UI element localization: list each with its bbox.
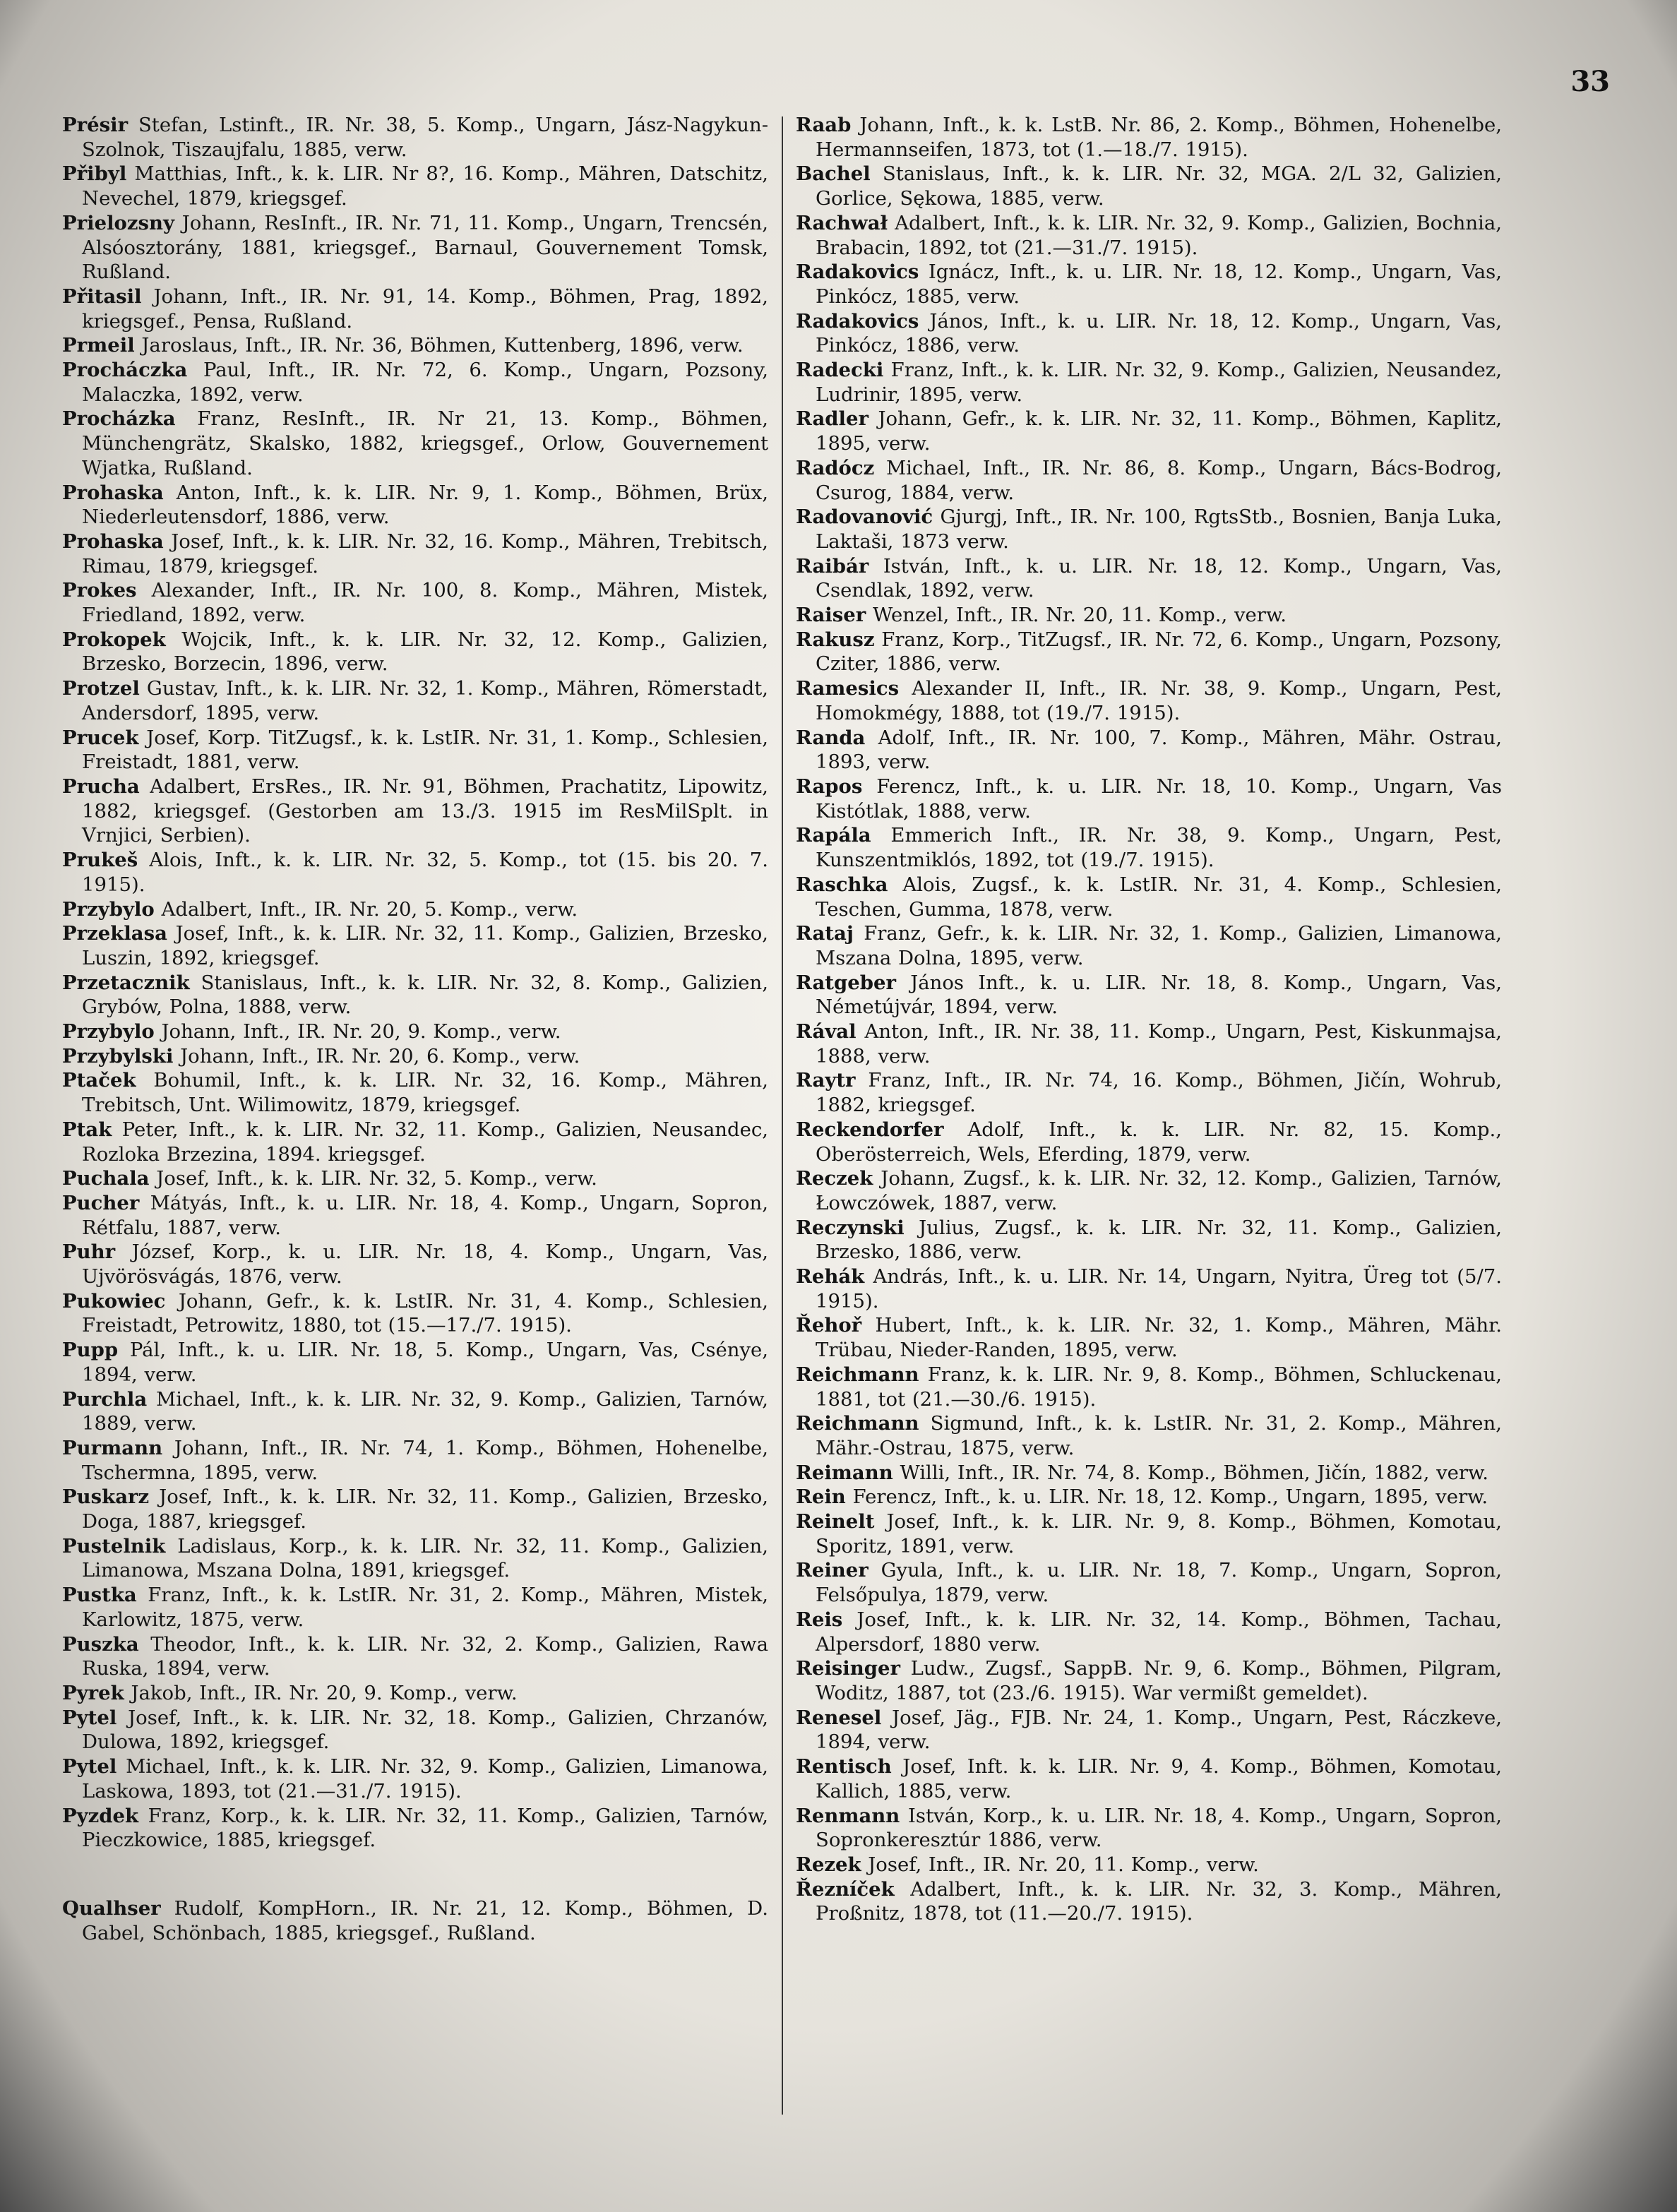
entry-details: Josef, Inft., k. k. LIR. Nr. 32, 5. Komp., verw. (156, 1167, 597, 1190)
list-entry (62, 358, 768, 407)
entry-surname: Puszka (62, 1632, 139, 1656)
list-entry (796, 1265, 1502, 1313)
list-entry (62, 1896, 768, 1945)
entry-details: Johann, Inft., IR. Nr. 91, 14. Komp., Böhmen, Prag, 1892, kriegsgef., Pensa, Rußland. (82, 285, 768, 333)
entry-details: Adolf, Inft., k. k. LIR. Nr. 82, 15. Komp., Oberösterreich, Wels, Eferding, 1879, verw. (816, 1118, 1502, 1166)
entry-surname: Ramesics (796, 677, 900, 700)
entry-details: Josef, Inft. k. k. LIR. Nr. 9, 4. Komp., Böhmen, Komotau, Kallich, 1885, verw. (816, 1755, 1502, 1803)
entry-surname: Procháczka (62, 359, 188, 382)
list-entry (796, 823, 1502, 872)
entry-details: András, Inft., k. u. LIR. Nr. 14, Ungarn, Nyitra, Üreg tot (5/7. 1915). (816, 1265, 1502, 1313)
entry-surname: Rezek (796, 1853, 861, 1876)
entry-surname: Prokes (62, 579, 137, 602)
list-entry (796, 1313, 1502, 1362)
entry-details: Peter, Inft., k. k. LIR. Nr. 32, 11. Komp., Galizien, Neusandec, Rozloka Brzezina, 1894. kriegsgef. (82, 1118, 768, 1166)
entry-details: Emmerich Inft., IR. Nr. 38, 9. Komp., Ungarn, Pest, Kunszentmiklós, 1892, tot (19./7. 1915). (816, 824, 1502, 872)
entry-surname: Pupp (62, 1339, 119, 1362)
list-entry (62, 285, 768, 333)
entry-surname: Przetacznik (62, 971, 190, 994)
list-entry (62, 1632, 768, 1681)
left-column (62, 113, 768, 1945)
entry-details: János Inft., k. u. LIR. Nr. 18, 8. Komp., Ungarn, Vas, Németújvár, 1894, verw. (816, 971, 1502, 1019)
list-entry (796, 1558, 1502, 1607)
entry-surname: Reinelt (796, 1510, 875, 1534)
entry-details: Anton, Inft., k. k. LIR. Nr. 9, 1. Komp., Böhmen, Brüx, Niederleutensdorf, 1886, verw. (82, 481, 768, 529)
list-entry (796, 1877, 1502, 1926)
entry-surname: Purmann (62, 1436, 163, 1459)
entry-details: Alois, Zugsf., k. k. LstIR. Nr. 31, 4. Komp., Schlesien, Teschen, Gumma, 1878, verw. (816, 873, 1502, 921)
entry-details: Johann, Zugsf., k. k. LIR. Nr. 32, 12. Komp., Galizien, Tarnów, Łowczówek, 1887, verw. (816, 1167, 1502, 1214)
entry-details: Gustav, Inft., k. k. LIR. Nr. 32, 1. Komp., Mähren, Römerstadt, Andersdorf, 1895, verw. (82, 677, 768, 724)
entry-surname: Reisinger (796, 1657, 900, 1680)
entry-details: János, Inft., k. u. LIR. Nr. 18, 12. Komp., Ungarn, Vas, Pinkócz, 1886, verw. (816, 309, 1502, 357)
entry-details: Franz, Inft., k. k. LstIR. Nr. 31, 2. Komp., Mähren, Mistek, Karlowitz, 1875, verw. (82, 1584, 768, 1631)
entry-surname: Reczek (796, 1167, 873, 1190)
entry-details: Johann, Gefr., k. k. LstIR. Nr. 31, 4. Komp., Schlesien, Freistadt, Petrowitz, 1880, tot (15.—17./7. 1915). (82, 1289, 768, 1337)
list-entry (62, 971, 768, 1020)
list-entry (62, 1754, 768, 1803)
list-entry (62, 775, 768, 848)
entry-details: Johann, Inft., IR. Nr. 20, 6. Komp., verw. (180, 1044, 580, 1068)
entry-surname: Raytr (796, 1069, 856, 1092)
entry-details: Jakob, Inft., IR. Nr. 20, 9. Komp., verw. (131, 1682, 518, 1704)
entry-surname: Radakovics (796, 261, 919, 284)
list-entry (62, 676, 768, 725)
entry-details: Franz, Inft., IR. Nr. 74, 16. Komp., Böhmen, Jičín, Wohrub, 1882, kriegsgef. (816, 1069, 1502, 1117)
list-entry (62, 1534, 768, 1583)
list-entry (62, 1804, 768, 1853)
list-entry (796, 1216, 1502, 1265)
list-entry (796, 676, 1502, 725)
list-entry (796, 1706, 1502, 1754)
entry-surname: Protzel (62, 677, 140, 700)
list-entry (62, 1044, 768, 1069)
entry-details: Stanislaus, Inft., k. k. LIR. Nr. 32, 8. Komp., Galizien, Grybów, Polna, 1888, verw. (82, 971, 768, 1019)
entry-details: József, Korp., k. u. LIR. Nr. 18, 4. Komp., Ungarn, Vas, Ujvörösvágás, 1876, verw. (82, 1240, 768, 1289)
entry-surname: Reiner (796, 1559, 869, 1582)
entry-surname: Présir (62, 114, 129, 136)
entry-details: Josef, Jäg., FJB. Nr. 24, 1. Komp., Ungarn, Pest, Ráczkeve, 1894, verw. (816, 1706, 1502, 1754)
entry-surname: Raab (796, 114, 852, 136)
section-gap (62, 1853, 768, 1896)
list-entry (796, 726, 1502, 775)
entry-details: Josef, Korp. TitZugsf., k. k. LstIR. Nr. 31, 1. Komp., Schlesien, Freistadt, 1881, verw. (82, 726, 768, 774)
entry-surname: Prohaska (62, 481, 164, 504)
entry-details: Franz, Gefr., k. k. LIR. Nr. 32, 1. Komp., Galizien, Limanowa, Mszana Dolna, 1895, verw. (816, 922, 1502, 969)
entry-surname: Bachel (796, 162, 871, 186)
entry-surname: Purchla (62, 1387, 148, 1411)
entry-surname: Pytel (62, 1706, 117, 1729)
list-entry (796, 505, 1502, 554)
entry-surname: Pustka (62, 1584, 137, 1607)
entry-details: Bohumil, Inft., k. k. LIR. Nr. 32, 16. Komp., Mähren, Trebitsch, Unt. Wilimowitz, 1879, kriegsgef. (82, 1069, 769, 1117)
entry-details: Pál, Inft., k. u. LIR. Nr. 18, 5. Komp., Ungarn, Vas, Csénye, 1894, verw. (82, 1339, 768, 1386)
entry-details: Josef, Inft., k. k. LIR. Nr. 32, 16. Komp., Mähren, Trebitsch, Rimau, 1879, kriegsgef. (82, 530, 768, 578)
list-entry (62, 897, 768, 922)
entry-details: Willi, Inft., IR. Nr. 74, 8. Komp., Böhmen, Jičín, 1882, verw. (900, 1461, 1489, 1484)
entry-details: Ignácz, Inft., k. u. LIR. Nr. 18, 12. Komp., Ungarn, Vas, Pinkócz, 1885, verw. (816, 261, 1503, 308)
entry-surname: Puchala (62, 1167, 150, 1190)
list-entry (796, 1411, 1502, 1460)
entry-details: Josef, Inft., k. k. LIR. Nr. 9, 8. Komp., Böhmen, Komotau, Sporitz, 1891, verw. (816, 1510, 1502, 1558)
entry-surname: Renesel (796, 1706, 882, 1729)
list-entry (796, 407, 1502, 455)
entry-details: Alois, Inft., k. k. LIR. Nr. 32, 5. Komp., tot (15. bis 20. 7. 1915). (82, 849, 768, 896)
list-entry (796, 1363, 1502, 1411)
list-entry (62, 1191, 768, 1240)
entry-surname: Przybylski (62, 1044, 174, 1068)
entry-surname: Pyrek (62, 1682, 124, 1704)
page-number: 33 (1570, 65, 1610, 98)
list-entry (62, 481, 768, 530)
entry-details: Gyula, Inft., k. u. LIR. Nr. 18, 7. Komp., Ungarn, Sopron, Felsőpulya, 1879, verw. (816, 1559, 1502, 1607)
entry-details: Michael, Inft., k. k. LIR. Nr. 32, 9. Komp., Galizien, Limanowa, Laskowa, 1893, tot (21.—31./7. 1915). (82, 1755, 768, 1803)
list-entry (62, 1436, 768, 1485)
entry-details: Adalbert, ErsRes., IR. Nr. 91, Böhmen, Prachatitz, Lipowitz, 1882, kriegsgef. (Gestorben am 13./3. 1915 im ResMilSplt. in Vrnjici, Serbien). (82, 775, 768, 847)
entry-surname: Pytel (62, 1755, 117, 1778)
entry-details: Michael, Inft., k. k. LIR. Nr. 32, 9. Komp., Galizien, Tarnów, 1889, verw. (82, 1387, 768, 1435)
entry-surname: Prucek (62, 726, 139, 749)
entry-details: Theodor, Inft., k. k. LIR. Nr. 32, 2. Komp., Galizien, Rawa Ruska, 1894, verw. (82, 1632, 768, 1680)
entry-details: Ferencz, Inft., k. u. LIR. Nr. 18, 10. Komp., Ungarn, Vas Kistótlak, 1888, verw. (816, 775, 1502, 823)
entry-details: Franz, Inft., k. k. LIR. Nr. 32, 9. Komp., Galizien, Neusandez, Ludrinir, 1895, verw. (816, 359, 1502, 406)
entry-surname: Pukowiec (62, 1289, 166, 1313)
list-entry (796, 456, 1502, 505)
entry-details: Josef, Inft., k. k. LIR. Nr. 32, 18. Komp., Galizien, Chrzanów, Dulowa, 1892, kriegsgef. (82, 1706, 768, 1754)
list-entry (62, 578, 768, 627)
entry-surname: Przybylo (62, 897, 155, 921)
entry-details: Stanislaus, Inft., k. k. LIR. Nr. 32, MGA. 2/L 32, Galizien, Gorlice, Sękowa, 1885, verw. (816, 162, 1502, 210)
entry-details: Josef, Inft., k. k. LIR. Nr. 32, 14. Komp., Böhmen, Tachau, Alpersdorf, 1880 verw. (816, 1608, 1502, 1656)
column-divider (782, 116, 783, 2115)
entry-surname: Prukeš (62, 849, 138, 872)
entry-surname: Renmann (796, 1804, 900, 1827)
entry-surname: Radecki (796, 359, 884, 382)
entry-details: Alexander II, Inft., IR. Nr. 38, 9. Komp., Ungarn, Pest, Homokmégy, 1888, tot (19./7. 1915). (816, 677, 1502, 724)
entry-surname: Rachwał (796, 211, 888, 234)
entry-details: Franz, ResInft., IR. Nr 21, 13. Komp., Böhmen, Münchengrätz, Skalsko, 1882, kriegsgef., Orlow, Gouvernement Wjatka, Rußland. (82, 407, 768, 479)
list-entry (796, 211, 1502, 260)
entry-details: Michael, Inft., IR. Nr. 86, 8. Komp., Ungarn, Bács-Bodrog, Csurog, 1884, verw. (816, 456, 1502, 504)
entry-details: Ferencz, Inft., k. u. LIR. Nr. 18, 12. Komp., Ungarn, 1895, verw. (852, 1485, 1488, 1509)
entry-details: Ladislaus, Korp., k. k. LIR. Nr. 32, 11. Komp., Galizien, Limanowa, Mszana Dolna, 1891, kriegsgef. (82, 1534, 768, 1582)
list-entry (62, 1387, 768, 1436)
list-entry (796, 1166, 1502, 1215)
entry-details: István, Korp., k. u. LIR. Nr. 18, 4. Komp., Ungarn, Sopron, Sopronkeresztúr 1886, verw. (816, 1804, 1502, 1852)
entry-surname: Przeklasa (62, 922, 167, 945)
entry-details: Johann, Inft., k. k. LstB. Nr. 86, 2. Komp., Böhmen, Hohenelbe, Hermannseifen, 1873, tot (1.—18./7. 1915). (816, 114, 1502, 161)
list-entry (796, 921, 1502, 970)
list-entry (796, 260, 1502, 309)
entry-surname: Řezníček (796, 1877, 895, 1901)
entry-surname: Raiser (796, 604, 866, 627)
entry-details: Josef, Inft., k. k. LIR. Nr. 32, 11. Komp., Galizien, Brzesko, Doga, 1887, kriegsgef. (82, 1485, 768, 1534)
entry-surname: Rataj (796, 922, 854, 945)
list-entry (796, 603, 1502, 628)
list-entry (62, 848, 768, 897)
entry-details: Julius, Zugsf., k. k. LIR. Nr. 32, 11. Komp., Galizien, Brzesko, 1886, verw. (816, 1216, 1502, 1264)
entry-details: Sigmund, Inft., k. k. LstIR. Nr. 31, 2. Komp., Mähren, Mähr.-Ostrau, 1875, verw. (816, 1412, 1502, 1459)
entry-surname: Reichmann (796, 1363, 919, 1386)
entry-details: Johann, ResInft., IR. Nr. 71, 11. Komp., Ungarn, Trencsén, Alsóosztorány, 1881, kriegsgef., Barnaul, Gouvernement Tomsk, Rußland. (82, 211, 769, 284)
entry-details: Johann, Inft., IR. Nr. 74, 1. Komp., Böhmen, Hohenelbe, Tschermna, 1895, verw. (82, 1436, 768, 1484)
entry-surname: Reimann (796, 1461, 893, 1484)
entry-surname: Radovanović (796, 506, 933, 529)
entry-details: Franz, Korp., k. k. LIR. Nr. 32, 11. Komp., Galizien, Tarnów, Pieczkowice, 1885, kriegsgef. (82, 1804, 768, 1852)
entry-details: Matthias, Inft., k. k. LIR. Nr 8?, 16. Komp., Mähren, Datschitz, Nevechel, 1879, kriegsgef. (82, 162, 768, 210)
entry-surname: Rával (796, 1020, 857, 1044)
list-entry (62, 1706, 768, 1754)
entry-details: Adalbert, Inft., k. k. LIR. Nr. 32, 9. Komp., Galizien, Bochnia, Brabacin, 1892, tot (21.—31./7. 1915). (816, 211, 1502, 259)
entry-surname: Rapála (796, 824, 871, 847)
entry-surname: Rehák (796, 1265, 865, 1289)
entry-surname: Radler (796, 407, 869, 431)
list-entry (62, 113, 768, 162)
entry-details: István, Inft., k. u. LIR. Nr. 18, 12. Komp., Ungarn, Vas, Csendlak, 1892, verw. (816, 554, 1502, 602)
entry-surname: Ratgeber (796, 971, 896, 994)
entry-surname: Prokopek (62, 628, 166, 651)
list-entry (62, 1338, 768, 1387)
entry-details: Jaroslaus, Inft., IR. Nr. 36, Böhmen, Kuttenberg, 1896, verw. (141, 334, 744, 357)
entry-surname: Řehoř (796, 1314, 862, 1337)
entry-surname: Prohaska (62, 530, 164, 553)
list-entry (796, 1020, 1502, 1068)
list-entry (62, 333, 768, 358)
entry-surname: Rakusz (796, 628, 875, 651)
entry-surname: Radakovics (796, 309, 919, 333)
entry-surname: Pucher (62, 1191, 140, 1214)
entry-surname: Ptaček (62, 1069, 136, 1092)
right-column (796, 113, 1502, 1926)
entry-details: Rudolf, KompHorn., IR. Nr. 21, 12. Komp., Böhmen, D. Gabel, Schönbach, 1885, kriegsgef., Rußland. (82, 1896, 768, 1944)
list-entry (796, 162, 1502, 210)
entry-surname: Reis (796, 1608, 843, 1631)
entry-details: Gjurgj, Inft., IR. Nr. 100, RgtsStb., Bosnien, Banja Luka, Laktaši, 1873 verw. (816, 506, 1503, 553)
list-entry (796, 1853, 1502, 1877)
list-entry (62, 1240, 768, 1289)
entry-surname: Reichmann (796, 1412, 919, 1435)
entry-details: Adolf, Inft., IR. Nr. 100, 7. Komp., Mähren, Mähr. Ostrau, 1893, verw. (816, 726, 1502, 774)
list-entry (796, 775, 1502, 823)
list-entry (796, 358, 1502, 407)
list-entry (796, 1656, 1502, 1705)
list-entry (62, 921, 768, 970)
entry-details: Ludw., Zugsf., SappB. Nr. 9, 6. Komp., Böhmen, Pilgram, Woditz, 1887, tot (23./6. 1915). War vermißt gemeldet). (816, 1657, 1502, 1704)
list-entry (796, 309, 1502, 358)
entry-surname: Přitasil (62, 285, 142, 308)
entry-surname: Pyzdek (62, 1804, 139, 1827)
entry-details: Josef, Inft., k. k. LIR. Nr. 32, 11. Komp., Galizien, Brzesko, Luszin, 1892, kriegsgef. (82, 922, 768, 969)
list-entry (62, 726, 768, 775)
entry-details: Hubert, Inft., k. k. LIR. Nr. 32, 1. Komp., Mähren, Mähr. Trübau, Nieder-Randen, 1895, verw. (816, 1314, 1502, 1362)
entry-surname: Qualhser (62, 1896, 161, 1920)
list-entry (796, 1754, 1502, 1803)
entry-details: Johann, Gefr., k. k. LIR. Nr. 32, 11. Komp., Böhmen, Kaplitz, 1895, verw. (816, 407, 1502, 455)
list-entry (62, 1020, 768, 1044)
list-entry (62, 1583, 768, 1632)
entry-surname: Prucha (62, 775, 140, 798)
list-entry (796, 971, 1502, 1020)
list-entry (62, 1289, 768, 1338)
entry-surname: Přibyl (62, 162, 127, 186)
list-entry (796, 1461, 1502, 1485)
list-entry (62, 1485, 768, 1534)
list-entry (62, 1681, 768, 1706)
entry-surname: Randa (796, 726, 866, 749)
entry-surname: Rapos (796, 775, 863, 798)
entry-details: Wenzel, Inft., IR. Nr. 20, 11. Komp., verw. (872, 604, 1287, 627)
list-entry (796, 554, 1502, 603)
list-entry (62, 162, 768, 210)
entry-details: Franz, k. k. LIR. Nr. 9, 8. Komp., Böhmen, Schluckenau, 1881, tot (21.—30./6. 1915). (816, 1363, 1502, 1411)
list-entry (62, 1166, 768, 1191)
entry-details: Johann, Inft., IR. Nr. 20, 9. Komp., verw. (161, 1020, 561, 1044)
list-entry (796, 1509, 1502, 1558)
entry-details: Adalbert, Inft., IR. Nr. 20, 5. Komp., verw. (161, 897, 578, 921)
entry-surname: Pustelnik (62, 1534, 166, 1558)
entry-surname: Puhr (62, 1240, 116, 1264)
list-entry (62, 628, 768, 676)
entry-details: Alexander, Inft., IR. Nr. 100, 8. Komp., Mähren, Mistek, Friedland, 1892, verw. (82, 579, 768, 627)
entry-details: Paul, Inft., IR. Nr. 72, 6. Komp., Ungarn, Pozsony, Malaczka, 1892, verw. (82, 359, 768, 406)
list-entry (796, 113, 1502, 162)
entry-surname: Ptak (62, 1118, 112, 1141)
entry-details: Wojcik, Inft., k. k. LIR. Nr. 32, 12. Komp., Galizien, Brzesko, Borzecin, 1896, verw. (82, 628, 769, 676)
list-entry (796, 1804, 1502, 1853)
entry-details: Anton, Inft., IR. Nr. 38, 11. Komp., Ungarn, Pest, Kiskunmajsa, 1888, verw. (816, 1020, 1502, 1068)
entry-surname: Raibár (796, 554, 869, 578)
list-entry (796, 1608, 1502, 1656)
entry-surname: Reczynski (796, 1216, 905, 1239)
entry-details: Adalbert, Inft., k. k. LIR. Nr. 32, 3. Komp., Mähren, Proßnitz, 1878, tot (11.—20./7. 1915). (816, 1877, 1502, 1925)
list-entry (796, 1118, 1502, 1166)
list-entry (62, 530, 768, 578)
entry-surname: Radócz (796, 456, 875, 479)
list-entry (62, 211, 768, 285)
entry-surname: Puskarz (62, 1485, 150, 1509)
list-entry (62, 1118, 768, 1166)
list-entry (62, 407, 768, 480)
list-entry (796, 1068, 1502, 1117)
entry-surname: Reckendorfer (796, 1118, 944, 1141)
entry-details: Franz, Korp., TitZugsf., IR. Nr. 72, 6. Komp., Ungarn, Pozsony, Cziter, 1886, verw. (816, 628, 1502, 676)
entry-details: Josef, Inft., IR. Nr. 20, 11. Komp., verw. (868, 1853, 1259, 1876)
entry-surname: Przybylo (62, 1020, 155, 1044)
list-entry (796, 628, 1502, 676)
entry-surname: Prielozsny (62, 211, 174, 234)
entry-surname: Rentisch (796, 1755, 892, 1778)
entry-surname: Rein (796, 1485, 846, 1509)
list-entry (62, 1068, 768, 1117)
entry-surname: Procházka (62, 407, 176, 431)
list-entry (796, 873, 1502, 921)
list-entry (796, 1485, 1502, 1509)
entry-surname: Raschka (796, 873, 888, 896)
entry-details: Stefan, Lstinft., IR. Nr. 38, 5. Komp., Ungarn, Jász-Nagykun-Szolnok, Tiszaujfalu, 1885, verw. (82, 114, 768, 161)
entry-details: Mátyás, Inft., k. u. LIR. Nr. 18, 4. Komp., Ungarn, Sopron, Rétfalu, 1887, verw. (82, 1191, 768, 1239)
entry-surname: Prmeil (62, 334, 135, 357)
